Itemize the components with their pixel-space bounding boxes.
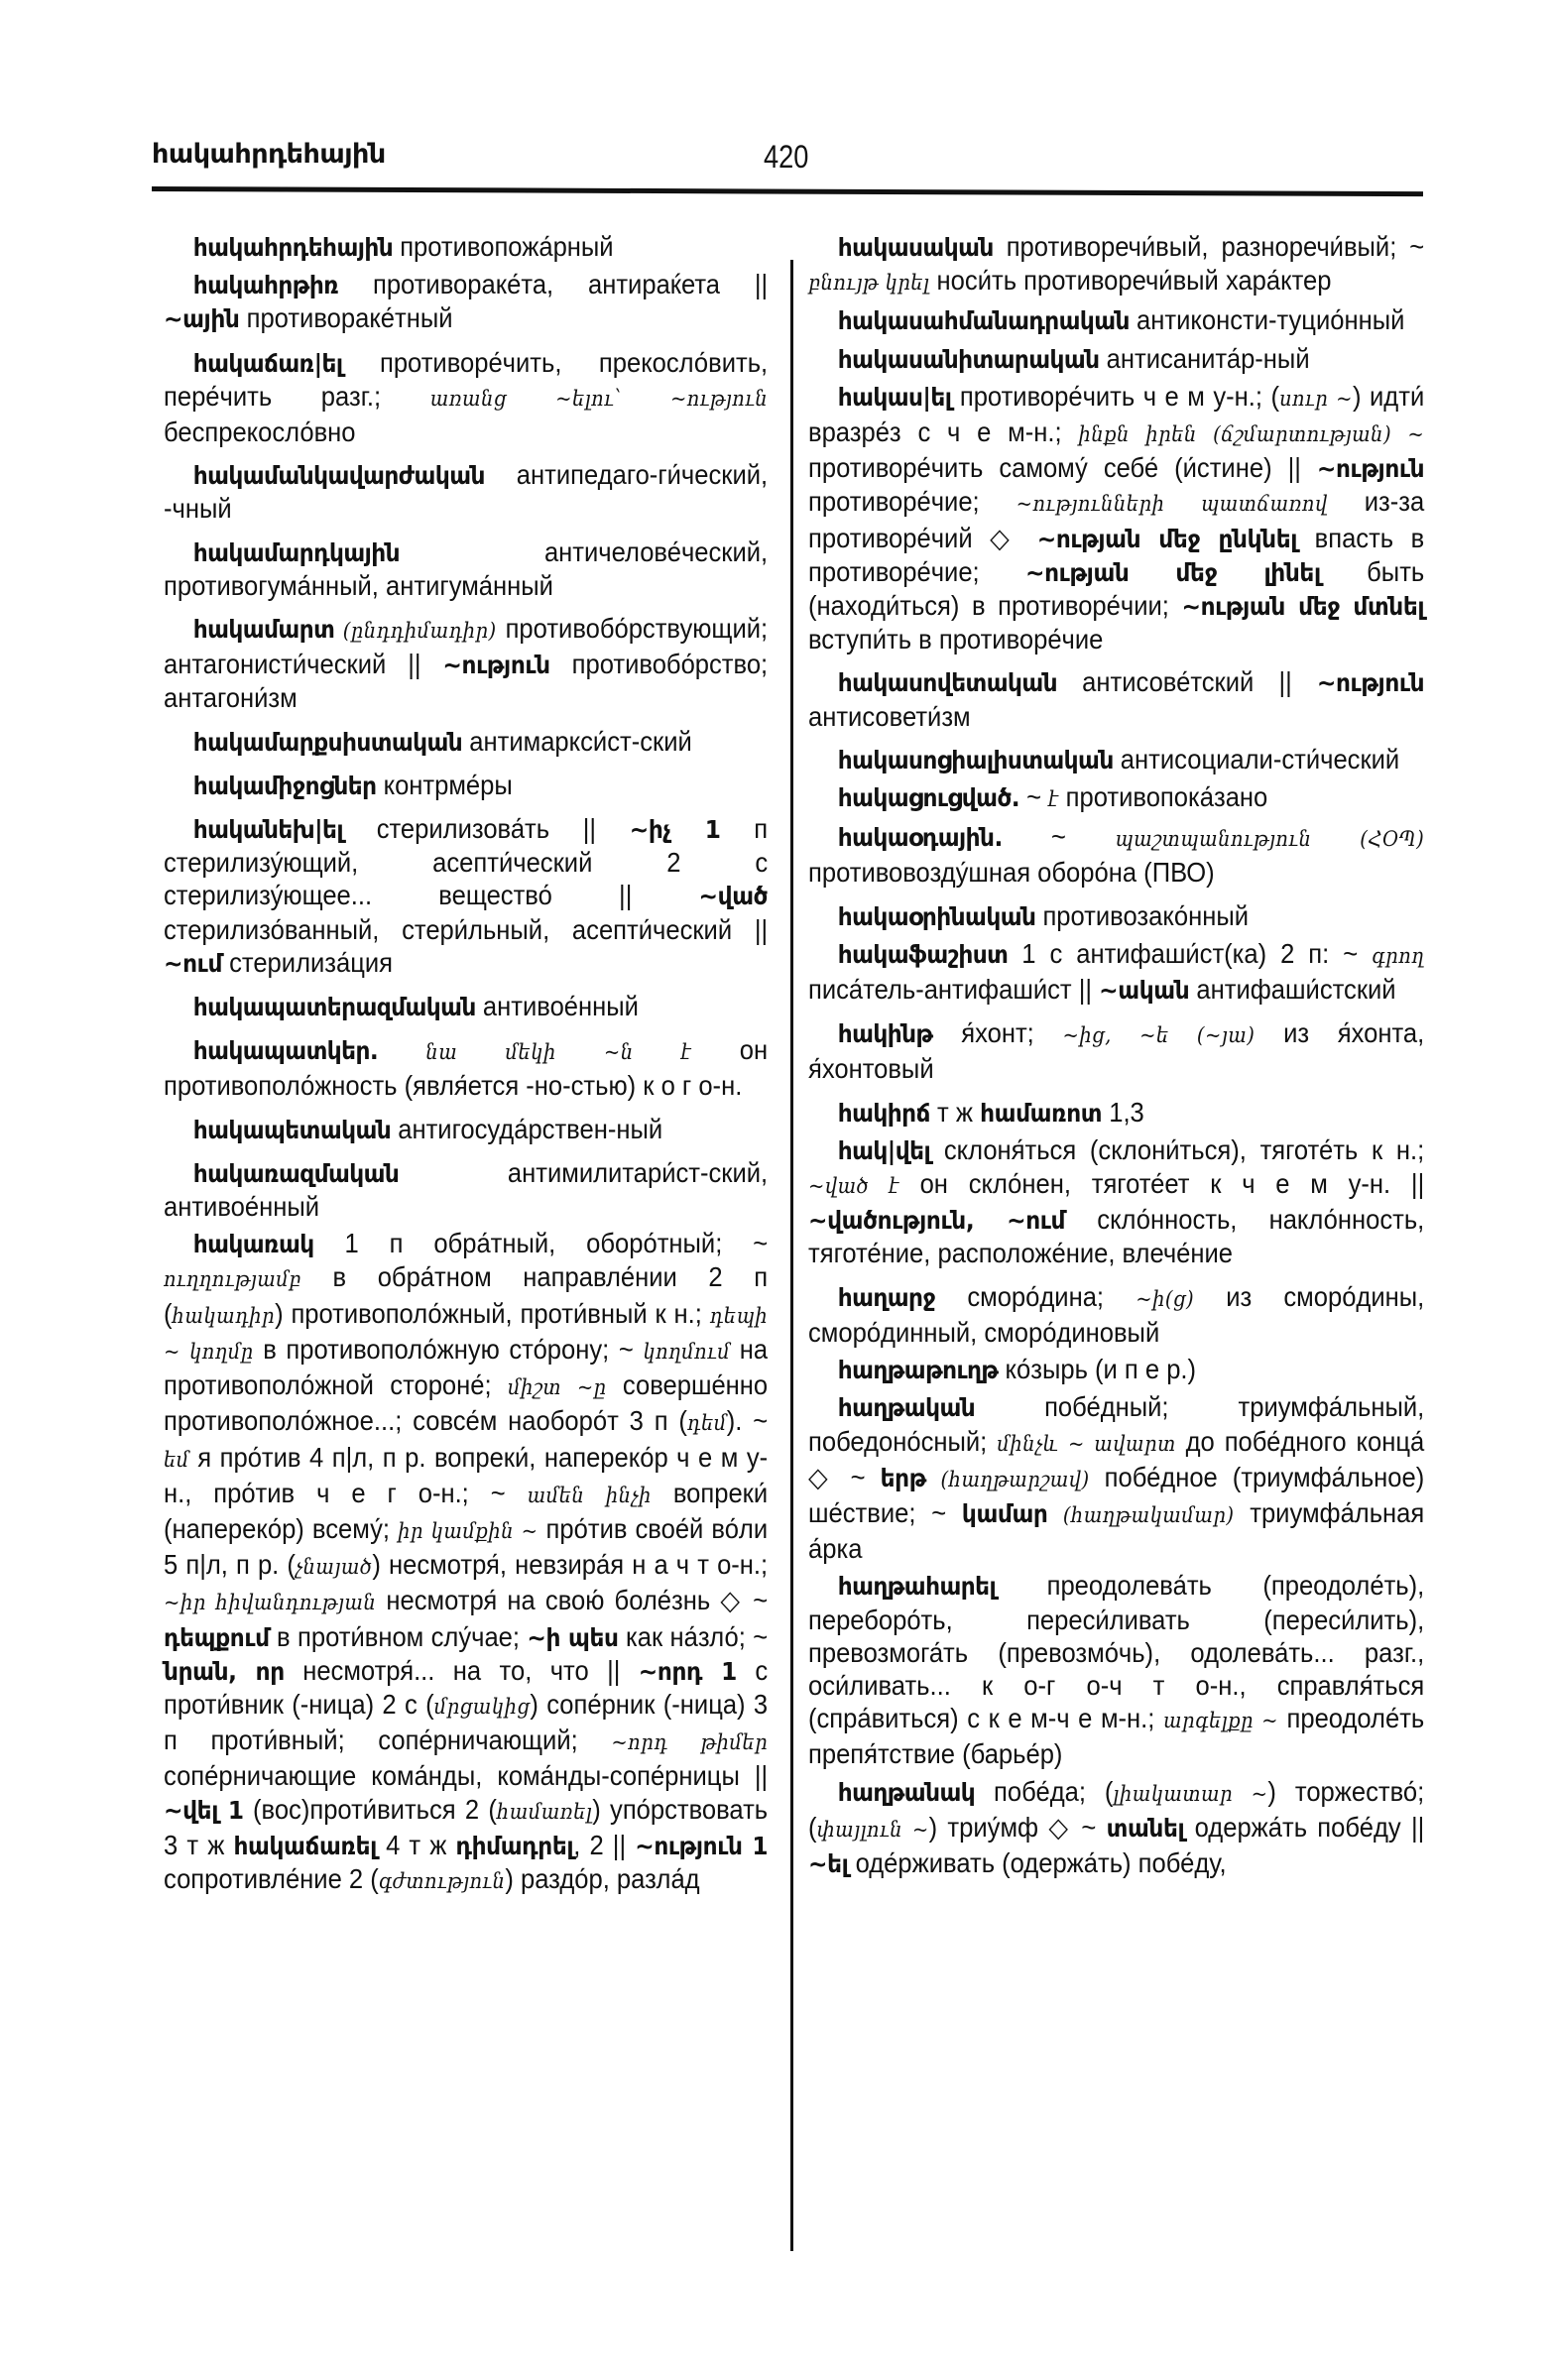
translation: стерилизова́ть || xyxy=(343,813,630,845)
headword: հակասովետական xyxy=(837,668,1058,698)
armenian-example: սուր ~ xyxy=(1278,386,1354,411)
translation: 4 т ж xyxy=(376,1829,456,1860)
derived-form: դիմադրել xyxy=(455,1831,574,1860)
dictionary-entry xyxy=(808,899,1424,933)
translation: на противополо́жной стороне́; xyxy=(164,1333,769,1401)
translation: п стерилизу́ющий, асепти́ческий 2 с стерилизу́ющее... вещество́ || xyxy=(164,813,769,911)
headword: հակառակ xyxy=(192,1230,314,1259)
translation: ко́зырь (и п е р.) xyxy=(998,1354,1197,1385)
translation: антисовети́зм xyxy=(808,700,971,732)
headword: հակահրթիռ xyxy=(192,271,339,300)
left-column xyxy=(164,230,768,1902)
translation: антимаркси́ст-ский xyxy=(462,725,692,757)
derived-form: ~վածություն, ~ում xyxy=(808,1206,1066,1236)
armenian-example: ~ված է xyxy=(808,1174,899,1199)
translation: антисове́тский || xyxy=(1057,666,1317,698)
dictionary-entry xyxy=(808,1016,1424,1085)
dictionary-entry xyxy=(808,380,1424,656)
derived-form: կամար xyxy=(961,1498,1048,1528)
translation: в обра́тном направле́нии 2 п ( xyxy=(164,1261,769,1329)
armenian-example: մրցակից xyxy=(433,1694,531,1719)
translation: беспрекосло́вно xyxy=(164,416,356,448)
headword: հաղթանակ xyxy=(837,1777,976,1807)
dictionary-entry xyxy=(808,820,1424,889)
dictionary-entry xyxy=(164,612,768,715)
translation: одержа́ть побе́ду || xyxy=(1184,1811,1425,1843)
armenian-example: ինքն իրեն (ճշմարտության) ~ xyxy=(1078,422,1425,447)
translation: противозако́нный xyxy=(1035,899,1249,931)
dictionary-entry xyxy=(808,1353,1424,1386)
translation: противоречи́вый, разноречи́вый; ~ xyxy=(993,231,1425,262)
headword: հակամանկավարժական xyxy=(192,461,485,491)
headword: հակամիջոցներ xyxy=(192,771,377,800)
headword: հակասահմանադրական xyxy=(837,306,1130,336)
translation: стерилиза́ция xyxy=(222,946,394,978)
dictionary-entry xyxy=(808,1775,1424,1881)
headword: հակապետական xyxy=(192,1115,392,1144)
translation: побе́дное (триумфа́льное) ше́ствие; ~ xyxy=(808,1461,1425,1528)
translation: я про́тив 4 п|л, п р. вопреки́, напереко́р ч е м у-н., про́тив ч е г о-н.; ~ xyxy=(164,1441,769,1508)
dictionary-entry xyxy=(808,1569,1424,1770)
derived-form: ~վել 1 xyxy=(164,1795,244,1825)
armenian-example: կողմում xyxy=(643,1339,731,1364)
armenian-example: ուղղությամբ xyxy=(164,1267,301,1292)
translation: 1,3 xyxy=(1102,1096,1144,1128)
dictionary-entry xyxy=(164,769,768,802)
derived-form: ~ություն xyxy=(442,651,550,680)
translation: противовозду́шная оборо́на (ПВО) xyxy=(808,857,1215,889)
armenian-example: ամեն ինչի xyxy=(527,1483,652,1507)
dictionary-entry xyxy=(164,1156,768,1223)
dictionary-entry xyxy=(164,458,768,525)
header-rule xyxy=(152,186,1423,196)
translation: противоре́чить, прекосло́вить, пере́чить разг.; xyxy=(164,346,769,412)
dictionary-entry xyxy=(808,1096,1424,1130)
translation: в противополо́жную сто́рону; ~ xyxy=(253,1333,644,1365)
translation: из сморо́дины, сморо́динный, сморо́диновый xyxy=(808,1280,1425,1348)
translation: противоре́чие; xyxy=(808,486,1017,518)
headword: հակաճառ|ել xyxy=(192,348,343,378)
headword: հակահրդեհային xyxy=(192,233,394,262)
dictionary-entry xyxy=(808,303,1424,337)
headword: հակ|վել xyxy=(837,1135,931,1165)
armenian-example: միշտ ~ը xyxy=(507,1375,607,1400)
translation: ) сопе́рник (-ница) 3 п проти́вный; сопе́рничающий; xyxy=(164,1688,769,1756)
armenian-example: պաշտպանություն (ՀՕՊ) xyxy=(1115,827,1425,852)
derived-form: ~ային xyxy=(164,304,240,334)
derived-form: ~ություն xyxy=(1316,454,1425,484)
armenian-example: գժտություն xyxy=(378,1868,506,1893)
dictionary-entry xyxy=(164,268,768,335)
armenian-example: (ընդդիմադիր) xyxy=(334,619,497,644)
armenian-example: մինչև ~ ավարտ xyxy=(997,1431,1176,1456)
derived-form: ~ության մեջ ընկնել xyxy=(1036,524,1298,553)
translation: до побе́дного конца́ ◇ ~ xyxy=(808,1425,1425,1492)
running-head: հակահրդեհային xyxy=(152,139,386,170)
translation: противораке́та, антираќета || xyxy=(338,269,769,300)
derived-form: ~ված xyxy=(698,882,769,911)
translation: впасть в противоре́чие; xyxy=(808,522,1425,587)
headword: հակապատկեր. xyxy=(192,1036,379,1066)
translation: стерилизо́ванный, стери́льный, асепти́ческий || xyxy=(164,913,769,945)
headword: հակաֆաշիստ xyxy=(837,939,1009,969)
armenian-example: ~ի(ց) xyxy=(1136,1286,1195,1311)
armenian-example: առանց ~ելու՝ ~ություն xyxy=(429,386,769,411)
derived-form: ~ել xyxy=(808,1848,849,1878)
armenian-example: դեպի ~ կողմը xyxy=(164,1303,769,1364)
translation: склоня́ться (склони́ться), тяготе́ть к н.; xyxy=(930,1133,1425,1165)
translation: вопреки́ (напереко́р) всему́; xyxy=(164,1477,769,1544)
translation: соверше́нно противополо́жное...; совсе́м наоборо́т 3 п ( xyxy=(164,1369,769,1437)
translation: с проти́вник (-ница) 2 с ( xyxy=(164,1654,769,1720)
translation: ) упо́рствовать 3 т ж xyxy=(164,1793,769,1860)
dictionary-entry xyxy=(164,1227,768,1898)
translation: контрме́ры xyxy=(376,769,513,800)
translation: ) идти́ вразре́з с ч е м-н.; xyxy=(808,380,1425,448)
armenian-example: (հաղթակամար) xyxy=(1047,1502,1235,1527)
translation: вступи́ть в противоре́чие xyxy=(808,624,1104,655)
translation: антиконсти-туцио́нный xyxy=(1129,304,1405,336)
translation: триумфа́льная а́рка xyxy=(808,1496,1425,1565)
translation: (вос)проти́виться 2 ( xyxy=(243,1793,497,1825)
translation: ). ~ xyxy=(726,1405,769,1437)
headword: հակիրճ xyxy=(837,1098,930,1128)
armenian-example: (հաղթարշավ) xyxy=(925,1467,1090,1491)
translation: т ж xyxy=(929,1096,981,1128)
derived-form: ~ություն xyxy=(1316,668,1425,698)
translation: ~ xyxy=(1002,821,1116,853)
translation: противопожа́рный xyxy=(393,231,614,262)
translation: противоре́чить ч е м у-н.; ( xyxy=(951,380,1279,412)
headword: հակասոցիալիստական xyxy=(837,745,1114,774)
armenian-example: նա մեկի ~ն է xyxy=(378,1040,692,1065)
headword: հաղթաթուղթ xyxy=(837,1356,999,1385)
dictionary-entry xyxy=(808,1390,1424,1565)
armenian-example: է xyxy=(1048,787,1059,812)
dictionary-entry xyxy=(808,1280,1424,1349)
translation: побе́дный; триумфа́льный, победоно́сный; xyxy=(808,1391,1425,1457)
translation: преодолева́ть (преодоле́ть), переборо́ть, переси́ливать (переси́лить), превозмога́ть (превозмо́чь), одолева́ть... разг., оси́ливать... к о-г о-ч т о-н., справля́ться (спра́виться) с к е м-ч е м-н.; xyxy=(808,1570,1425,1734)
dictionary-entry xyxy=(164,1033,768,1102)
headword: հակաօրինական xyxy=(837,901,1036,931)
derived-form: ~ի պես xyxy=(527,1622,619,1652)
right-column xyxy=(808,230,1424,1884)
armenian-example: չնայած xyxy=(295,1555,373,1580)
headword: հակասանիտարական xyxy=(837,344,1100,374)
translation: 1 п обра́тный, оборо́тный; ~ xyxy=(313,1228,769,1259)
dictionary-entry xyxy=(164,990,768,1023)
headword: հաղարջ xyxy=(837,1282,936,1312)
translation: про́тив свое́й во́ли 5 п|л, п р. ( xyxy=(164,1512,769,1581)
translation: антифаши́стский xyxy=(1189,974,1396,1006)
armenian-example: բնույթ կրել xyxy=(808,271,930,296)
dictionary-entry xyxy=(164,346,768,449)
armenian-example: ~իր հիվանդության xyxy=(164,1591,377,1615)
derived-form: տանել xyxy=(1106,1813,1185,1843)
derived-form: նրան, որ xyxy=(164,1656,285,1686)
derived-form: ~որդ 1 xyxy=(638,1656,737,1686)
headword: հակամարքսիստական xyxy=(192,727,463,757)
headword: հակապատերազմական xyxy=(192,993,476,1022)
translation: он противополо́жность (явля́ется -но-стью) к о г о-н. xyxy=(164,1034,769,1102)
translation: побе́да; ( xyxy=(975,1775,1114,1807)
translation: ) торжество́; ( xyxy=(808,1775,1425,1843)
dictionary-entry xyxy=(164,1113,768,1146)
translation: ~ xyxy=(1018,781,1049,813)
translation: оде́рживать (одержа́ть) побе́ду, xyxy=(848,1846,1227,1878)
headword: հակացուցված. xyxy=(837,783,1019,813)
translation: антипедаго-ги́ческий, -чный xyxy=(164,459,769,525)
dictionary-entry xyxy=(808,1133,1424,1270)
translation: , 2 || xyxy=(573,1829,636,1860)
headword: հակամարտ xyxy=(192,615,335,645)
headword: հականեխ|ել xyxy=(192,815,344,845)
translation: несмотря́... на то, что || xyxy=(284,1654,639,1686)
dictionary-entry xyxy=(808,937,1424,1007)
translation: антимилитари́ст-ский, антивое́нный xyxy=(164,1156,769,1223)
translation: антивое́нный xyxy=(475,991,639,1022)
armenian-example: արգելքը ~ xyxy=(1162,1709,1278,1733)
dictionary-entry xyxy=(164,725,768,759)
translation: противобо́рствующий; антагонисти́ческий || xyxy=(164,613,769,680)
dictionary-entry xyxy=(808,342,1424,376)
armenian-example: համառել xyxy=(496,1799,593,1824)
translation: сморо́дина; xyxy=(935,1280,1136,1312)
dictionary-entry xyxy=(164,230,768,264)
headword: հաղթահարել xyxy=(837,1572,997,1602)
derived-form: ~ություն 1 xyxy=(635,1831,769,1860)
translation: скло́нность, накло́нность, тяготе́ние, расположе́ние, влече́ние xyxy=(808,1204,1425,1269)
derived-form: համառոտ xyxy=(980,1098,1103,1128)
armenian-example: իր կամքին ~ xyxy=(398,1518,538,1543)
translation: быть (находи́ться) в противоре́чии; xyxy=(808,555,1425,622)
translation: противобо́рство; антагони́зм xyxy=(164,649,769,714)
translation: сопе́рничающие кома́нды, кома́нды-сопе́рницы || xyxy=(164,1760,769,1792)
headword: հակաս|ել xyxy=(837,382,952,412)
column-divider xyxy=(790,260,793,2251)
translation: ) раздо́р, разла́д xyxy=(505,1862,700,1894)
armenian-example: ~ից, ~ե (~յա) xyxy=(1062,1023,1256,1048)
translation: противораке́тный xyxy=(239,302,453,334)
translation: ) триу́мф ◇ ~ xyxy=(928,1811,1107,1843)
translation: он скло́нен, тяготе́ет к ч е м у-н. || xyxy=(898,1168,1425,1200)
derived-form: ~ության մեջ լինել xyxy=(1025,557,1321,587)
translation: ) противополо́жный, проти́вный к н.; xyxy=(275,1297,710,1329)
armenian-example: լիակատար ~ xyxy=(1113,1781,1268,1806)
headword: հակաօդային. xyxy=(837,823,1003,853)
derived-form: հակաճառել xyxy=(233,1831,377,1860)
translation: сопротивле́ние 2 ( xyxy=(164,1862,379,1894)
armenian-example: ~որդ թիմեր xyxy=(611,1730,769,1755)
translation: как на́зло́; ~ xyxy=(618,1620,769,1652)
derived-form: երթ xyxy=(880,1463,926,1492)
translation: противопока́зано xyxy=(1058,781,1268,813)
dictionary-entry xyxy=(164,536,768,602)
armenian-example: ~ությունների պատճառով xyxy=(1016,492,1328,517)
translation: преодоле́ть препя́тствие (барье́р) xyxy=(808,1703,1425,1770)
armenian-example: դեմ xyxy=(686,1411,727,1436)
dictionary-entry xyxy=(164,812,768,980)
armenian-example: գրող xyxy=(1372,943,1425,968)
dictionary-entry xyxy=(808,665,1424,732)
headword: հակինթ xyxy=(837,1019,933,1049)
translation: носи́ть противоречи́вый хара́ктер xyxy=(929,265,1332,297)
translation: антисоциали-сти́ческий xyxy=(1113,743,1400,774)
armenian-example: հակադիր xyxy=(172,1303,276,1328)
dictionary-entry xyxy=(808,743,1424,776)
translation: антигосуда́рствен-ный xyxy=(391,1113,663,1144)
armenian-example: եմ xyxy=(164,1447,189,1472)
translation: антисанита́р-ный xyxy=(1099,342,1310,374)
derived-form: ~իչ 1 xyxy=(629,815,721,845)
derived-form: ~ական xyxy=(1099,976,1190,1006)
derived-form: ~ության մեջ մտնել xyxy=(1181,592,1425,622)
translation: из-за противоре́чий ◇ xyxy=(808,486,1425,553)
translation: в проти́вном слу́чае; xyxy=(269,1620,528,1652)
derived-form: դեպքում xyxy=(164,1622,270,1652)
translation: из я́хонта, я́хонтовый xyxy=(808,1017,1425,1085)
headword: հակասական xyxy=(837,233,994,262)
translation: я́хонт; xyxy=(932,1017,1063,1049)
derived-form: ~ում xyxy=(164,948,223,978)
dictionary-entry xyxy=(808,230,1424,299)
translation: несмотря́ на свою́ боле́знь ◇ ~ xyxy=(376,1585,769,1616)
page-number: 420 xyxy=(764,139,809,175)
headword: հաղթական xyxy=(837,1393,976,1423)
translation: противоре́чить самому́ себе́ (и́стине) || xyxy=(808,452,1317,484)
headword: հակառազմական xyxy=(192,1158,400,1188)
translation: 1 с антифаши́ст(ка) 2 п: ~ xyxy=(1008,937,1373,969)
armenian-example: փայլուն ~ xyxy=(816,1817,929,1842)
headword: հակամարդկային xyxy=(192,537,400,567)
dictionary-entry xyxy=(808,780,1424,816)
translation: античелове́ческий, противогума́нный, антигума́нный xyxy=(164,536,769,601)
translation: писа́тель-антифаши́ст || xyxy=(808,974,1100,1006)
translation: ) несмотря́, невзира́я н а ч т о-н.; xyxy=(372,1549,769,1581)
